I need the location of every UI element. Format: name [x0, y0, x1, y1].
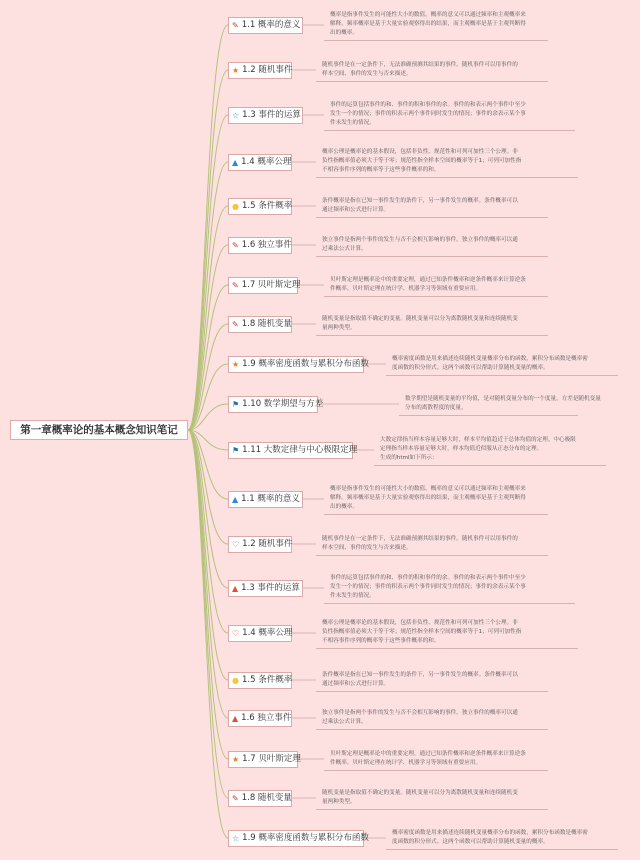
topic-label: 1.8 随机变量: [241, 793, 292, 803]
note-line: 独立事件是指两个事件的发生与否不会相互影响的事件。独立事件的概率可以通: [322, 710, 518, 716]
topic-note: [322, 315, 518, 333]
note-line: 解释。频率概率是基于大量实验观察得出的结果，而主观概率是基于主观判断得: [330, 21, 526, 27]
topic-node[interactable]: [228, 396, 324, 413]
root-topic[interactable]: 第一章概率论的基本概念知识笔记: [10, 420, 188, 440]
note-line: 样本空间、事件的发生与否来描述。: [322, 71, 412, 77]
topic-label: 1.5 条件概率: [241, 675, 293, 685]
topic-node[interactable]: [228, 442, 358, 459]
topic-label: 1.3 事件的运算: [242, 110, 301, 120]
pencil-icon: ✎: [232, 281, 239, 290]
topic-note: [330, 101, 526, 128]
topic-label: 1.9 概率密度函数与累积分布函数: [242, 833, 369, 843]
topic-node[interactable]: [228, 790, 292, 807]
note-underline: [316, 809, 548, 810]
topic-note: [322, 535, 518, 553]
note-line: 条件概率是指在已知一事件发生的条件下，另一事件发生的概率。条件概率可以: [322, 672, 518, 678]
note-underline: [324, 770, 548, 771]
topic-label: 1.5 条件概率: [241, 201, 293, 211]
topic-note: [322, 236, 518, 254]
topic-note: [322, 619, 521, 646]
bulb-icon: ●: [232, 202, 239, 211]
topic-node[interactable]: [228, 625, 292, 642]
note-line: 件概率。贝叶斯定理在统计学、机器学习等领域有重要应用。: [330, 286, 482, 292]
topic-note: [380, 436, 576, 463]
topic-node[interactable]: [228, 237, 292, 254]
fire-icon: ▲: [232, 714, 239, 723]
note-line: 概率密度函数是用来描述连续随机变量概率分布的函数，累积分布函数是概率密: [392, 356, 588, 362]
topic-label: 1.7 贝叶斯定理: [242, 754, 301, 764]
note-line: 概率密度函数是用来描述连续随机变量概率分布的函数，累积分布函数是概率密: [392, 830, 588, 836]
note-underline: [316, 335, 548, 336]
topic-label: 1.1 概率的意义: [241, 20, 301, 30]
topic-note: [322, 671, 518, 689]
branch-line: [188, 25, 228, 430]
topic-label: 1.1 概率的意义: [241, 494, 300, 504]
pencil-icon: ✎: [232, 21, 239, 30]
flag-icon: ⚑: [232, 400, 240, 409]
note-underline: [324, 296, 548, 297]
pencil-icon: ✎: [232, 794, 239, 803]
note-line: 事件的运算包括事件的和、事件的积和事件的余。事件的和表示两个事件中至少: [330, 575, 526, 581]
topic-label: 1.7 贝叶斯定理: [241, 280, 301, 290]
note-line: 生成的html如下所示：: [380, 455, 438, 461]
note-line: 出的概率。: [330, 30, 358, 36]
note-line: 定理指当样本容量足够大时，样本均值近似服从正态分布的定理。: [380, 446, 543, 452]
topic-node[interactable]: [228, 710, 292, 727]
fire-icon: ▲: [232, 584, 239, 593]
pencil-icon: ✎: [232, 241, 239, 250]
topic-label: 1.6 独立事件: [241, 713, 292, 723]
topic-note: [330, 11, 526, 38]
topic-node[interactable]: [228, 672, 292, 689]
topic-node[interactable]: [228, 536, 292, 553]
note-line: 样本空间、事件的发生与否来描述。: [322, 545, 412, 551]
topic-label: 1.3 事件的运算: [241, 583, 300, 593]
note-line: 通过频率和公式进行计算。: [322, 681, 390, 687]
bulb-icon: ●: [232, 676, 239, 685]
topic-note: [330, 276, 526, 294]
topic-node[interactable]: [228, 751, 301, 768]
topic-note: [330, 574, 526, 601]
topic-label: 1.2 随机事件: [242, 65, 293, 75]
topic-note: [322, 148, 521, 175]
topic-node[interactable]: [228, 17, 303, 34]
note-line: 通过频率和公式进行计算。: [322, 207, 390, 213]
drop-icon: ▲: [232, 495, 239, 504]
star-icon: ★: [232, 360, 240, 369]
topic-note: [392, 355, 588, 373]
topic-node[interactable]: [228, 154, 292, 171]
note-line: 过乘法公式计算。: [322, 246, 367, 252]
topic-label: 1.11 大数定律与中心极限定理: [242, 445, 358, 455]
note-line: 条件概率是指在已知一事件发生的条件下，另一事件发生的概率。条件概率可以: [322, 198, 518, 204]
topic-label: 1.9 概率密度函数与累积分布函数: [242, 359, 369, 369]
topic-node[interactable]: [228, 316, 292, 333]
note-line: 负性指概率值必须大于等于零；规范性指全样本空间的概率等于1；可列可加性指: [322, 158, 522, 164]
topic-label: 1.6 独立事件: [241, 240, 292, 250]
note-underline: [316, 555, 548, 556]
topic-note: [322, 61, 518, 79]
note-underline: [324, 514, 548, 515]
note-line: 概率公理是概率论的基本假设，包括非负性、规范性和可列可加性三个公理。非: [322, 149, 518, 155]
topic-node[interactable]: [228, 107, 303, 124]
note-underline: [324, 130, 575, 131]
note-line: 概率公理是概率论的基本假设，包括非负性、规范性和可列可加性三个公理。非: [322, 620, 518, 626]
topic-label: 1.2 随机事件: [242, 539, 293, 549]
note-line: 随机变量是指取值不确定的变量。随机变量可以分为离散随机变量和连续随机变: [322, 790, 518, 796]
branch-line: [188, 430, 228, 588]
note-line: 件未发生的情况。: [330, 593, 375, 599]
topic-node[interactable]: [228, 491, 303, 508]
pencil-icon: ✎: [232, 320, 239, 329]
topic-label: 1.4 概率公理: [242, 628, 293, 638]
topic-label: 1.4 概率公理: [241, 157, 292, 167]
note-line: 随机事件是在一定条件下，无法准确预测其结果的事件。随机事件可以用事件的: [322, 62, 518, 68]
note-underline: [316, 648, 578, 649]
topic-note: [322, 709, 518, 727]
note-line: 发生一个的情况；事件的积表示两个事件同时发生的情况；事件的余表示某个事: [330, 111, 526, 117]
heart-icon: ♡: [232, 629, 240, 638]
note-underline: [399, 415, 578, 416]
topic-node[interactable]: [228, 198, 292, 215]
note-line: 件未发生的情况。: [330, 120, 375, 126]
note-line: 贝叶斯定理是概率论中的重要定理，通过已知条件概率和逆条件概率来计算逆条: [330, 277, 526, 283]
note-line: 出的概率。: [330, 504, 358, 510]
star-outline-icon: ☆: [232, 834, 240, 843]
note-underline: [386, 375, 618, 376]
note-line: 独立事件是指两个事件的发生与否不会相互影响的事件。独立事件的概率可以通: [322, 237, 518, 243]
star-icon: ★: [232, 66, 240, 75]
topic-note: [405, 395, 601, 413]
branch-line: [188, 430, 228, 798]
note-line: 不相容事件序列的概率等于这些事件概率的和。: [322, 638, 440, 644]
note-line: 发生一个的情况；事件的积表示两个事件同时发生的情况；事件的余表示某个事: [330, 584, 526, 590]
topic-label: 1.8 随机变量: [241, 319, 292, 329]
note-line: 随机变量是指取值不确定的变量。随机变量可以分为离散随机变量和连续随机变: [322, 316, 518, 322]
note-line: 件概率。贝叶斯定理在统计学、机器学习等领域有重要应用。: [330, 760, 482, 766]
note-line: 概率是指事件发生的可能性大小的数值。概率的意义可以通过频率和主观概率来: [330, 486, 526, 492]
note-line: 负性指概率值必须大于等于零；规范性指全样本空间的概率等于1；可列可加性指: [322, 629, 522, 635]
heart-icon: ♡: [232, 540, 240, 549]
note-line: 数学期望是随机变量的平均值，是对随机变量分布的一个度量。方差是随机变量: [405, 396, 601, 402]
note-line: 度函数的积分形式。这两个函数可以帮助计算随机变量的概率。: [392, 839, 549, 845]
note-line: 解释。频率概率是基于大量实验观察得出的结果，而主观概率是基于主观判断得: [330, 495, 526, 501]
topic-note: [392, 829, 588, 847]
topic-label: 1.10 数学期望与方差: [242, 399, 324, 409]
note-underline: [386, 849, 618, 850]
note-line: 大数定律指当样本容量足够大时，样本平均值趋近于总体均值的定理。中心极限: [380, 437, 576, 443]
topic-note: [322, 789, 518, 807]
topic-node[interactable]: [228, 830, 369, 847]
topic-note: [330, 750, 526, 768]
note-line: 量两种类型。: [322, 799, 356, 805]
note-underline: [316, 81, 548, 82]
note-line: 随机事件是在一定条件下，无法准确预测其结果的事件。随机事件可以用事件的: [322, 536, 518, 542]
note-underline: [316, 256, 548, 257]
star-icon: ★: [232, 755, 240, 764]
note-line: 量两种类型。: [322, 325, 356, 331]
note-line: 贝叶斯定理是概率论中的重要定理，通过已知条件概率和逆条件概率来计算逆条: [330, 751, 526, 757]
note-line: 概率是指事件发生的可能性大小的数值。概率的意义可以通过频率和主观概率来: [330, 12, 526, 18]
topic-note: [322, 197, 518, 215]
note-underline: [316, 217, 548, 218]
note-line: 分布的离散程度的度量。: [405, 405, 467, 411]
note-line: 事件的运算包括事件的和、事件的积和事件的余。事件的和表示两个事件中至少: [330, 102, 526, 108]
note-underline: [374, 465, 606, 466]
topic-node[interactable]: [228, 277, 301, 294]
topic-node[interactable]: [228, 580, 303, 597]
topic-node[interactable]: [228, 62, 292, 79]
flag-icon: ⚑: [232, 446, 240, 455]
star-outline-icon: ☆: [232, 111, 240, 120]
note-underline: [316, 177, 578, 178]
topic-node[interactable]: [228, 356, 369, 373]
note-line: 过乘法公式计算。: [322, 719, 367, 725]
note-underline: [324, 40, 548, 41]
note-underline: [316, 691, 548, 692]
note-line: 度函数的积分形式。这两个函数可以帮助计算随机变量的概率。: [392, 365, 549, 371]
drop-icon: ▲: [232, 158, 239, 167]
note-underline: [316, 729, 548, 730]
note-underline: [324, 603, 575, 604]
topic-note: [330, 485, 526, 512]
note-line: 不相容事件序列的概率等于这些事件概率的和。: [322, 167, 440, 173]
